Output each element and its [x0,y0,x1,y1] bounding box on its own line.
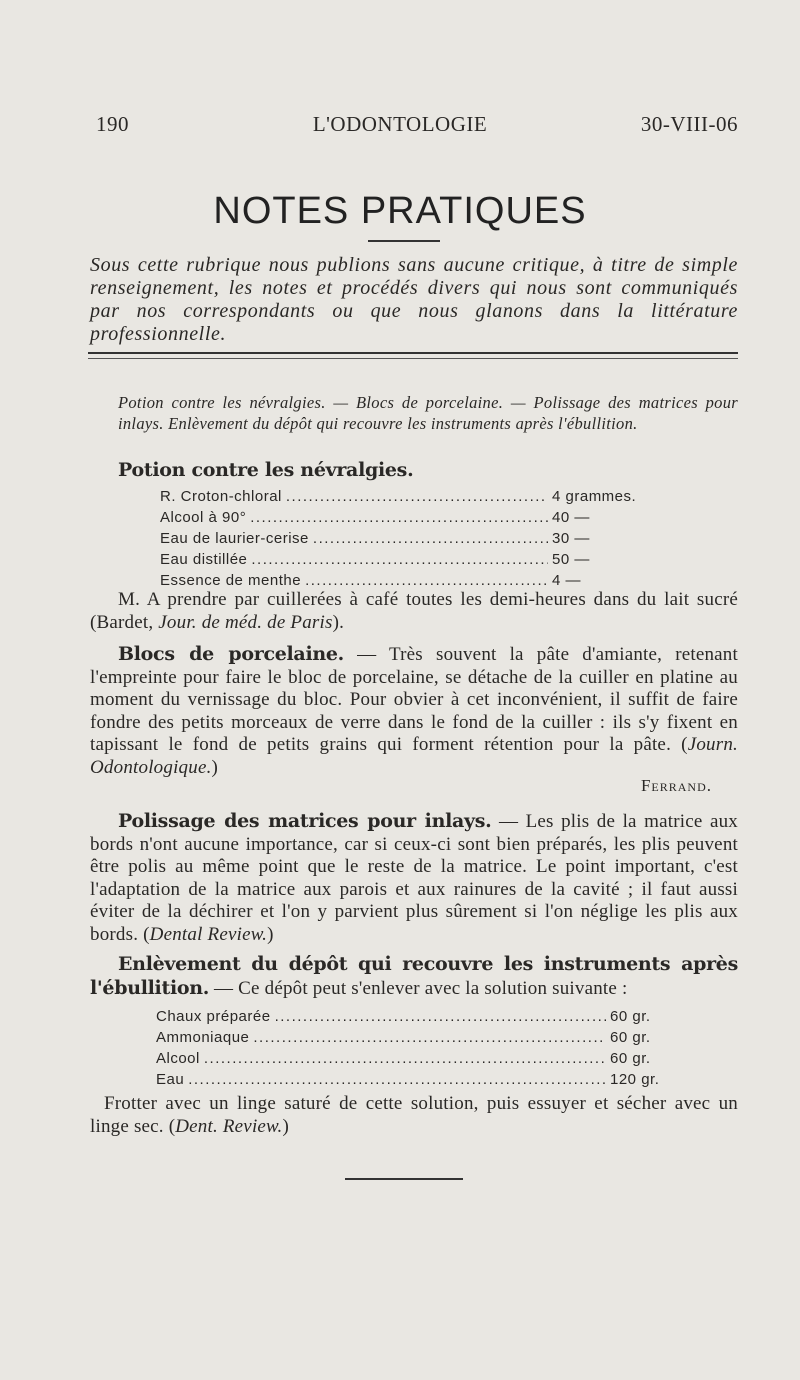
title-rule [368,240,440,242]
recipe-row [156,1050,666,1071]
polissage-paragraph: Polissage des matrices pour inlays. — Les plis de la matrice aux bords n'ont aucune importance, car si ceux-ci sont bien préparés, les plis peuvent être polis au même point que le reste de la matrice. Le point important, c'est l'adaptation de la matrice aux parois et aux rainures de la cavité ; il faut aussi éviter de la déchirer et l'on y parvient plus sûrement si l'on néglige les plis aux bords. (Dental Review.) [90,810,738,945]
recipe-row [160,530,670,551]
recipe-row [160,488,670,509]
intro-paragraph: Sous cette rubrique nous publions sans aucune critique, à titre de simple renseignement, les notes et procédés divers qui nous sont communiqués par nos correspondants ou que nous glanons dans la littérature professionnelle. [90,254,738,345]
issue-date: 30-VIII-06 [640,112,738,136]
ingredient-qty: 60 gr. [610,1008,651,1025]
recipe-row [160,509,670,530]
recipe-row [156,1071,666,1092]
ingredient-qty: 50 — [552,551,590,568]
source-citation: Dent. Review. [175,1115,283,1137]
ingredient-qty: 60 gr. [610,1029,651,1046]
ingredient-qty: 4 grammes. [552,488,637,505]
blocs-heading: Blocs de porcelaine. [118,643,344,665]
source-citation: Jour. de méd. de Paris [158,611,333,633]
recipe-row [156,1029,666,1050]
ingredient-qty: 40 — [552,509,590,526]
blocs-paragraph: Blocs de porcelaine. — Très souvent la pâte d'amiante, retenant l'empreinte pour faire le bloc de porcelaine, se détache de la cuiller en platine au moment du vernissage du bloc. Pour obvier à cet inconvénient, il suffit de faire fondre des petits morceaux de verre dans le fond de la cuiller : ils s'y fixent en tapissant le fond de petits grains qui forment rétention pour la pâte. (Journ. Odontologique.) [90,643,738,778]
ingredient-name: Eau distillée [160,551,248,568]
ingredient-qty: 60 gr. [610,1050,651,1067]
ingredient-qty: 4 — [552,572,582,589]
ingredient-name: Eau de laurier-cerise [160,530,309,547]
ingredient-name: Chaux préparée [156,1008,271,1025]
closing-paragraph: Frotter avec un linge saturé de cette solution, puis essuyer et sécher avec un linge sec. (Dent. Review.) [90,1093,738,1137]
source-citation: Dental Review. [149,923,268,945]
summary-paragraph: Potion contre les névralgies. — Blocs de porcelaine. — Polissage des matrices pour inlays. Enlèvement du dépôt qui recouvre les instruments après l'ébullition. [118,393,738,433]
ingredient-name: Essence de menthe [160,572,302,589]
page-title: NOTES PRATIQUES [213,190,587,232]
enlevement-paragraph: Enlèvement du dépôt qui recouvre les instruments après l'ébullition. — Ce dépôt peut s'enlever avec la solution suivante : [90,953,738,999]
section-divider [88,352,738,359]
journal-title: L'ODONTOLOGIE [312,112,488,136]
ingredient-name: Alcool [156,1050,200,1067]
ingredient-name: R. Croton-chloral [160,488,282,505]
page-number: 190 [96,112,129,136]
author-signature: Ferrand. [640,776,712,795]
potion-heading: Potion contre les névralgies. [118,459,414,481]
polissage-heading: Polissage des matrices pour inlays. [118,810,492,832]
ingredient-name: Alcool à 90° [160,509,247,526]
recipe-row [160,551,670,572]
enlevement-heading: Enlèvement du dépôt qui recouvre les instruments après l'ébullition. [90,953,738,999]
ingredient-name: Eau [156,1071,185,1088]
end-rule [345,1178,463,1180]
ingredient-qty: 120 gr. [610,1071,660,1088]
ingredient-qty: 30 — [552,530,590,547]
potion-instructions: M. A prendre par cuillerées à café toutes les demi-heures dans du lait sucré (Bardet, Jour. de méd. de Paris). [90,589,738,633]
recipe-row [156,1008,666,1029]
source-citation: Journ. Odontologique. [90,734,738,778]
ingredient-name: Ammoniaque [156,1029,250,1046]
